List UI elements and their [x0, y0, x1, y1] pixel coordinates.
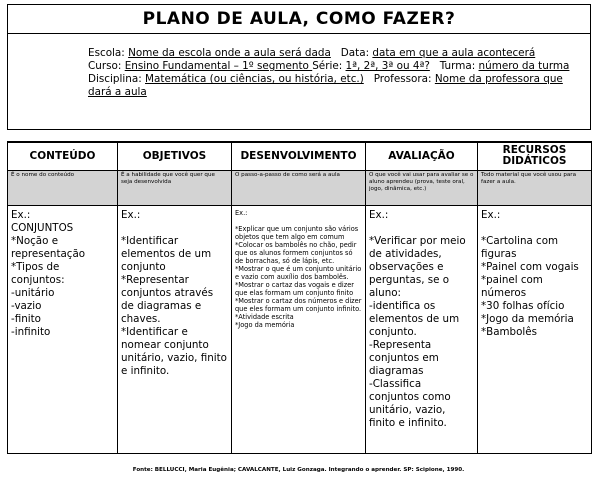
- curso-label: Curso:: [88, 60, 125, 72]
- example-objetivos: Ex.: *Identificar elementos de um conjunto *Representar conjuntos através de diagramas e chaves. *Identificar e nomear conjunto unitário, vazio, finito e infinito.: [118, 205, 232, 454]
- title-box: [7, 4, 591, 34]
- header-objetivos: OBJETIVOS: [118, 142, 232, 170]
- escola-label: Escola:: [88, 47, 129, 59]
- header-avaliacao: AVALIAÇÃO: [366, 142, 478, 170]
- example-desenvolvimento: Ex.: *Explicar que um conjunto são vários objetos que tem algo em comum *Colocar os bambolês no chão, pedir que os alunos formem conjuntos só de borrachas, só de lápis, etc. *Mostrar o que é um conjunto unitário e vazio com auxílio dos bambolês. *Mostrar o cartaz das vogais e dizer que elas formam um conjunto finito *Mostrar o cartaz dos números e dizer que eles formam um conjunto infinito. *Atividade escrita *Jogo da memória: [232, 205, 366, 454]
- disciplina-value: Matemática (ou ciências, ou história, etc.): [145, 73, 364, 85]
- serie-value: 1ª, 2ª, 3ª ou 4ª?: [345, 60, 430, 72]
- lesson-header: [7, 33, 591, 130]
- desc-objetivos: É a habilidade que você quer que seja desenvolvida: [118, 170, 232, 205]
- table-description-row: [8, 170, 592, 205]
- disciplina-line: [88, 73, 578, 99]
- table-header-row: [8, 142, 592, 170]
- table-example-row: [8, 205, 592, 454]
- header-conteudo: CONTEÚDO: [8, 142, 118, 170]
- turma-label: Turma:: [439, 60, 479, 72]
- escola-line: [88, 47, 578, 60]
- desc-recursos: Todo material que você usou para fazer a aula.: [478, 170, 592, 205]
- professora-value: Nome da professora que dará a aula: [88, 73, 563, 98]
- lesson-plan-table: [7, 141, 592, 454]
- example-avaliacao: Ex.: *Verificar por meio de atividades, observações e perguntas, se o aluno: -identifica os elementos de um conjunto. -Representa conjuntos em diagramas -Classifica conjuntos como unitário, vazio, finito e infinito.: [366, 205, 478, 454]
- escola-value: Nome da escola onde a aula será dada: [128, 47, 331, 59]
- desc-avaliacao: O que você vai usar para avaliar se o aluno aprendeu (prova, teste oral, jogo, dinâmica, etc.): [366, 170, 478, 205]
- curso-value: Ensino Fundamental – 1º segmento: [124, 60, 313, 72]
- example-recursos: Ex.: *Cartolina com figuras *Painel com vogais *painel com números *30 folhas ofício *Jogo da memória *Bambolês: [478, 205, 592, 454]
- header-recursos: RECURSOS DIDÁTICOS: [478, 142, 592, 170]
- curso-line: [88, 60, 578, 73]
- data-label: Data:: [340, 47, 373, 59]
- data-value: data em que a aula acontecerá: [372, 47, 536, 59]
- page-title: PLANO DE AULA, COMO FAZER?: [142, 9, 456, 29]
- desc-conteudo: É o nome do conteúdo: [8, 170, 118, 205]
- source-footer: Fonte: BELLUCCI, Maria Eugênia; CAVALCANTE, Luiz Gonzaga. Integrando o aprender. SP: Scipione, 1990.: [132, 467, 465, 473]
- example-conteudo: Ex.: CONJUNTOS *Noção e representação *Tipos de conjuntos: -unitário -vazio -finito -infinito: [8, 205, 118, 454]
- disciplina-label: Disciplina:: [88, 73, 146, 85]
- professora-label: Professora:: [373, 73, 435, 85]
- header-desenvolvimento: DESENVOLVIMENTO: [232, 142, 366, 170]
- desc-desenvolvimento: O passo-a-passo de como será a aula: [232, 170, 366, 205]
- serie-label: Série:: [312, 60, 346, 72]
- turma-value: número da turma: [478, 60, 570, 72]
